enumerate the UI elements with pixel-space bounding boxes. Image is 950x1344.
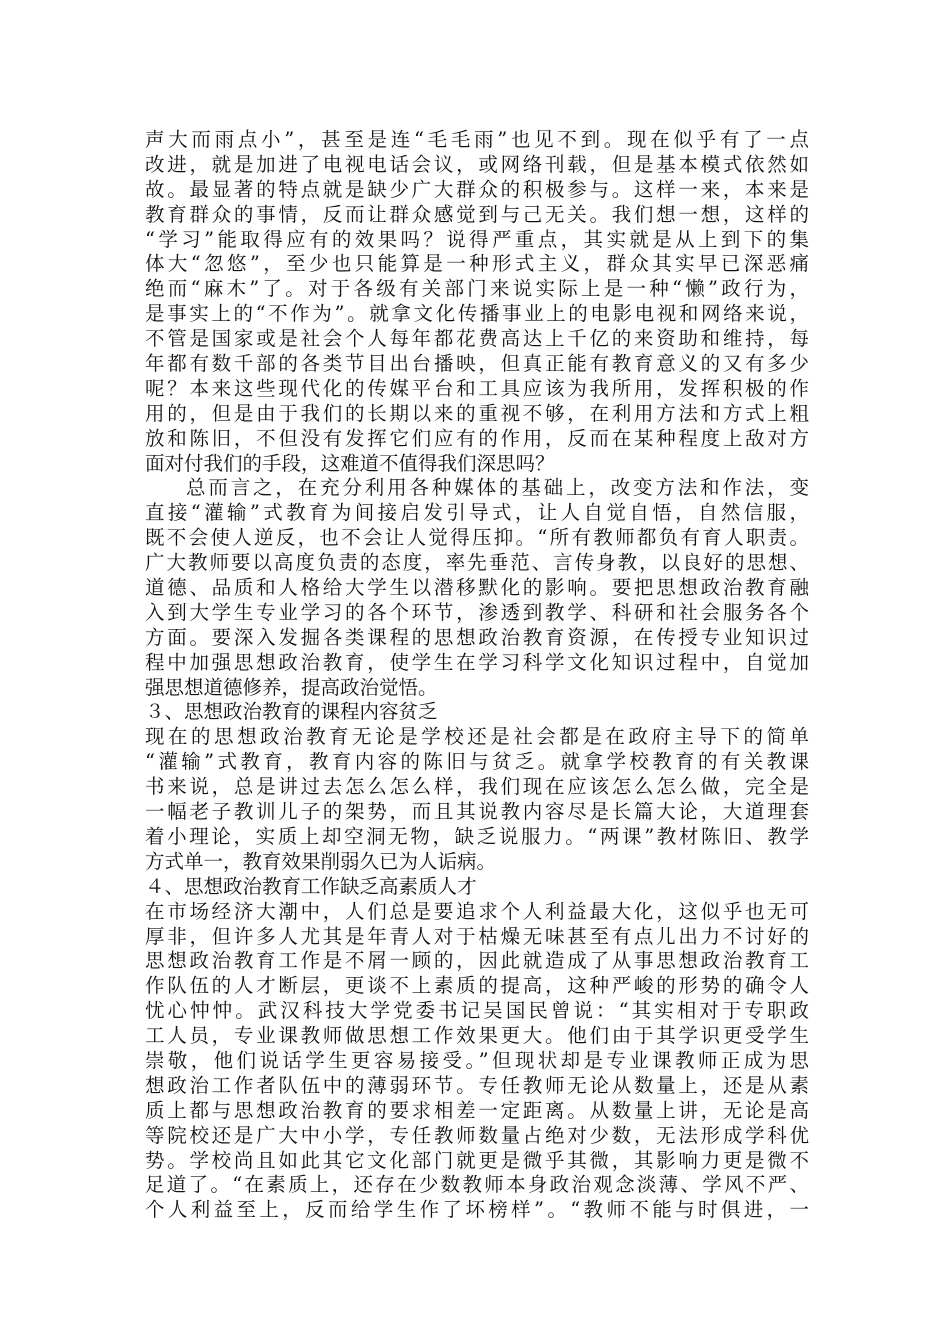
text-line: 着小理论，实质上却空洞无物，缺乏说服力。“两课”教材陈旧、教学: [145, 824, 809, 848]
text-line: 足道了。“在素质上，还存在少数教师本身政治观念淡薄、学风不严、: [145, 1173, 809, 1197]
text-line: 崇敬，他们说话学生更容易接受。”但现状却是专业课教师正成为思: [145, 1048, 809, 1072]
text-line: 等院校还是广大中小学，专任教师数量占绝对少数，无法形成学科优: [145, 1123, 809, 1147]
text-line: 现在的思想政治教育无论是学校还是社会都是在政府主导下的简单: [145, 725, 809, 749]
text-line: 个人利益至上，反而给学生作了坏榜样”。“教师不能与时俱进，一: [145, 1198, 809, 1222]
text-line: 方面。要深入发掘各类课程的思想政治教育资源，在传授专业知识过: [145, 625, 809, 649]
text-line: “学习”能取得应有的效果吗？说得严重点，其实就是从上到下的集: [145, 227, 809, 251]
text-line: 书来说，总是讲过去怎么怎么样，我们现在应该怎么怎么做，完全是: [145, 775, 809, 799]
text-line: 声大而雨点小”，甚至是连“毛毛雨”也见不到。现在似乎有了一点: [145, 128, 809, 151]
body-paragraph: [145, 128, 809, 476]
text-line: 改进，就是加进了电视电话会议，或网络刊载，但是基本模式依然如: [145, 152, 809, 176]
section-heading: [145, 875, 809, 900]
text-line: ３、思想政治教育的课程内容贫乏: [145, 700, 438, 724]
text-line: 教育群众的事情，反而让群众感觉到与己无关。我们想一想，这样的: [145, 202, 809, 226]
text-line: 工人员，专业课教师做思想工作效果更大。他们由于其学识更受学生: [145, 1024, 809, 1048]
text-line: 绝而“麻木”了。对于各级有关部门来说实际上是一种“懒”政行为，: [145, 277, 809, 301]
text-line: 年都有数千部的各类节目出台播映，但真正能有教育意义的又有多少: [145, 352, 809, 376]
text-line: 在市场经济大潮中，人们总是要追求个人利益最大化，这似乎也无可: [145, 899, 809, 923]
body-paragraph: [145, 476, 809, 700]
text-line: 直接“灌输”式教育为间接启发引导式，让人自觉自悟，自然信服，: [145, 501, 809, 525]
text-line: 一幅老子教训儿子的架势，而且其说教内容尽是长篇大论，大道理套: [145, 800, 809, 824]
text-line: 质上都与思想政治教育的要求相差一定距离。从数量上讲，无论是高: [145, 1098, 809, 1122]
text-line: 呢？本来这些现代化的传媒平台和工具应该为我所用，发挥积极的作: [145, 376, 809, 400]
text-line: 强思想道德修养，提高政治觉悟。: [145, 675, 438, 699]
section-heading: [145, 700, 809, 725]
text-line: 思想政治教育工作是不屑一顾的，因此就造成了从事思想政治教育工: [145, 949, 809, 973]
text-line: 不管是国家或是社会个人每年都花费高达上千亿的来资助和维持，每: [145, 327, 809, 351]
text-line: 体大“忽悠”，至少也只能算是一种形式主义，群众其实早已深恶痛: [145, 252, 809, 276]
text-line: 忧心忡忡。武汉科技大学党委书记吴国民曾说：“其实相对于专职政: [145, 999, 809, 1023]
text-line: 想政治工作者队伍中的薄弱环节。专任教师无论从数量上，还是从素: [145, 1073, 809, 1097]
text-line: 用的，但是由于我们的长期以来的重视不够，在利用方法和方式上粗: [145, 401, 809, 425]
text-line: 入到大学生专业学习的各个环节，渗透到教学、科研和社会服务各个: [145, 600, 809, 624]
body-paragraph: [145, 725, 809, 874]
text-line: 作队伍的人才断层，更谈不上素质的提高，这种严峻的形势的确令人: [145, 974, 809, 998]
text-line: 放和陈旧，不但没有发挥它们应有的作用，反而在某种程度上敌对方: [145, 426, 809, 450]
text-line: 厚非，但许多人尤其是年青人对于枯燥无味甚至有点儿出力不讨好的: [145, 924, 809, 948]
document-page: [145, 128, 809, 1223]
text-line: 总而言之，在充分利用各种媒体的基础上，改变方法和作法，变: [186, 476, 809, 500]
text-line: 势。学校尚且如此其它文化部门就更是微乎其微，其影响力更是微不: [145, 1148, 809, 1172]
text-line: ４、思想政治教育工作缺乏高素质人才: [145, 874, 477, 898]
text-line: 既不会使人逆反，也不会让人觉得压抑。“所有教师都负有育人职责。: [145, 526, 809, 550]
text-line: 程中加强思想政治教育，使学生在学习科学文化知识过程中，自觉加: [145, 650, 809, 674]
text-line: 广大教师要以高度负责的态度，率先垂范、言传身教，以良好的思想、: [145, 551, 809, 575]
text-line: “灌输”式教育，教育内容的陈旧与贫乏。就拿学校教育的有关教课: [145, 750, 809, 774]
text-line: 是事实上的“不作为”。就拿文化传播事业上的电影电视和网络来说，: [145, 302, 809, 326]
text-line: 道德、品质和人格给大学生以潜移默化的影响。要把思想政治教育融: [145, 576, 809, 600]
text-line: 故。最显著的特点就是缺少广大群众的积极参与。这样一来，本来是: [145, 177, 809, 201]
text-line: 面对付我们的手段，这难道不值得我们深思吗？: [145, 451, 555, 475]
body-paragraph: [145, 900, 809, 1224]
text-line: 方式单一，教育效果削弱久已为人诟病。: [145, 849, 497, 873]
